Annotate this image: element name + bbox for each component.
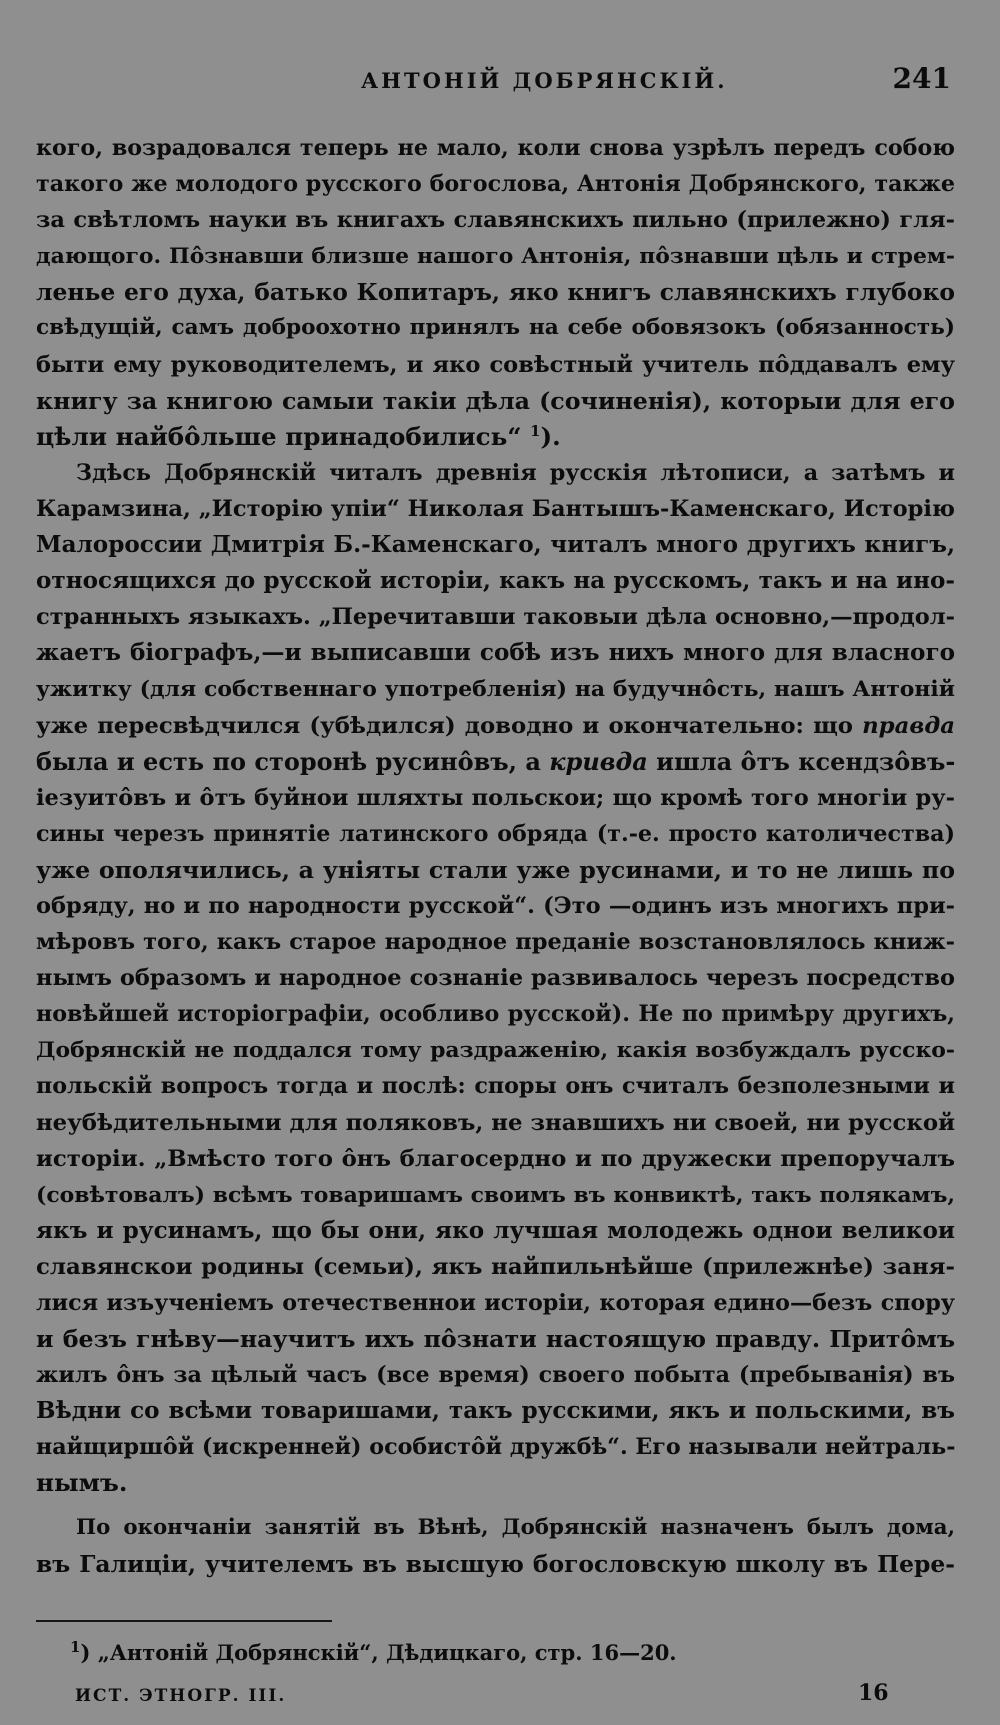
text-line: ленье его духа, батько Копитаръ, яко книгъ славянскихъ глубоко [36,278,955,307]
text-line: дающого. Пôзнавши близше нашого Антонія, пôзнавши цѣль и стрем- [36,243,955,270]
signature-mark: ИСТ. ЭТНОГР. III. [75,1686,287,1706]
text-line: книгу за книгою самыи такіи дѣла (сочиненія), которыи для его [36,386,955,415]
text-line: нымъ. [36,1468,128,1498]
running-title: АНТОНІЙ ДОБРЯНСКІЙ. [361,68,728,93]
text-line: польскій вопросъ тогда и послѣ: споры онъ считалъ безполезными и [36,1073,955,1100]
text-line: Малороссии Дмитрія Б.-Каменскаго, читалъ много другихъ книгъ, [36,531,955,559]
text-line: лися изъученіемъ отечественнои исторіи, которая едино—безъ спору [36,1290,955,1316]
text-line: якъ и русинамъ, що бы они, яко лучшая молодежь однои великои [36,1216,955,1244]
text-line: свѣдущій, самъ доброохотно принялъ на себе обовязокъ (обязанность) [36,315,955,341]
text-line: была и есть по сторонѣ русинôвъ, а кривда ишла ôтъ ксендзôвъ- [36,746,956,776]
text-line: въ Галиціи, учителемъ въ высшую богословскую школу въ Пере- [36,1549,955,1578]
text-line: По окончаніи занятій въ Вѣнѣ, Добрянскій назначенъ былъ дома, [76,1514,955,1540]
text-line: Здѣсь Добрянскій читалъ древнія русскія лѣтописи, а затѣмъ и [76,459,955,486]
text-line-content: цѣли найбôльше принадобились“ [36,421,522,451]
page-header [36,62,956,102]
text-line: странныхъ языкахъ. „Перечитавши таковыи дѣла основно,—продол- [36,604,955,631]
footnote-text: „Антоній Добрянскій“, Дѣдицкаго, стр. 16—20. [97,1640,677,1665]
text-line: уже ополячились, а уніяты стали уже русинами, и то не лишь по [36,855,955,884]
text-line: исторіи. „Вмѣсто того ôнъ благосердно и по дружески препоручалъ [36,1145,955,1172]
paragraph-3 [36,1510,955,1582]
text-line: Добрянскій не поддался тому раздраженію, какія возбуждалъ русско- [36,1037,955,1064]
text-line: жилъ ôнъ за цѣлый часъ (все время) своего побыта (пребыванія) въ [36,1362,955,1389]
text-line: за свѣтломъ науки въ книгахъ славянскихъ пильно (прилежно) гля- [36,207,955,234]
text-line [36,419,955,455]
text-line: найщиршôй (искренней) особистôй дружбѣ“. Его называли нейтраль- [36,1434,956,1461]
footnote-reference: 1 [530,421,541,440]
text-line: мѣровъ того, какъ старое народное преданіе возстановлялось книж- [36,929,955,956]
text-line: обряду, но и по народности русской“. (Это —одинъ изъ многихъ при- [36,892,955,919]
text-line: сины черезъ принятіе латинского обряда (т.-е. просто католичества) [36,820,955,847]
footnote-mark: 1 [70,1638,81,1656]
text-line: Вѣдни со всѣми товаришами, такъ русскими, якъ и польскими, въ [36,1397,955,1425]
text-line: славянскои родины (семьи), якъ найпильнѣйше (прилежнѣе) заня- [36,1253,955,1280]
text-line: нымъ образомъ и народное сознаніе развивалось черезъ посредство [36,965,955,992]
text-line: неубѣдительными для поляковъ, не знавшихъ ни своей, ни русской [36,1109,955,1136]
text-line: (совѣтовалъ) всѣмъ товаришамъ своимъ въ конвиктѣ, такъ полякамъ, [36,1181,955,1208]
text-line: уже пересвѣдчился (убѣдился) доводно и окончательно: що правда [36,712,955,739]
text-line: быти ему руководителемъ, и яко совѣстный учитель пôддавалъ ему [36,351,955,378]
paragraph-1 [36,130,955,455]
text-line-tail: ). [540,421,561,451]
text-line: кого, возрадовался теперь не мало, коли снова узрѣлъ передъ собою [36,135,955,161]
body-text [36,130,955,1582]
text-line: іезуитôвъ и ôтъ буйнои шляхты польскои; що кромѣ того многіи ру- [36,784,955,811]
text-line: Карамзина, „Исторію упіи“ Николая Бантышъ-Каменскаго, Исторію [36,495,955,522]
sheet-number: 16 [858,1680,889,1706]
text-line: такого же молодого русского богослова, Антонія Добрянского, также [36,171,955,198]
paragraph-2 [36,455,955,1502]
text-line: относящихся до русской исторіи, какъ на русскомъ, такъ и на ино- [36,567,955,595]
text-line: ужитку (для собственнаго употребленія) на будучнôсть, нашъ Антоній [36,676,955,703]
footnote-separator [36,1620,332,1622]
text-line: и безъ гнѣву—научитъ ихъ пôзнати настоящую правду. Притôмъ [36,1325,955,1354]
footnote: $^1$) „Антоній Добрянскій“, Дѣдицкаго, стр. 16—20. [70,1638,677,1665]
text-line: новѣйшей исторіографіи, особливо русской). Не по примѣру другихъ, [36,1001,955,1028]
text-line: жаетъ біографъ,—и выписавши собѣ изъ нихъ много для власного [36,639,955,667]
emphasized-word: кривда [549,746,648,776]
emphasized-word: правда [862,712,955,739]
page-number: 241 [892,62,951,95]
